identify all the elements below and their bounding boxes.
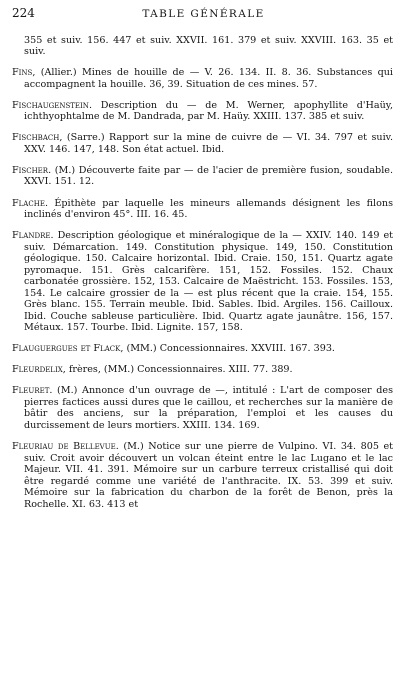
entry-head: Fleuriau de Bellevue	[12, 441, 116, 453]
index-entry	[12, 343, 393, 355]
index-entry	[12, 67, 393, 90]
entry-text: . Épithète par laquelle les mineurs allemands désignent les filons inclinés d'environ 45°. III. 16. 45.	[24, 197, 393, 221]
index-entry	[12, 100, 393, 123]
entry-text: . Description du — de M. Werner, apophyllite d'Haüy, ichthyophtalme de M. Dandrada, par M. Haüy. XXIII. 137. 385 et suiv.	[24, 99, 393, 123]
index-entry-continuation	[12, 35, 393, 58]
entry-text: , (Sarre.) Rapport sur la mine de cuivre de — VI. 34. 797 et suiv. XXV. 146. 147, 148. Son état actuel. Ibid.	[24, 132, 393, 155]
entry-head: Flauguergues et Flack	[12, 343, 121, 355]
entry-text: , (MM.) Concessionnaires. XXVIII. 167. 393.	[120, 343, 335, 355]
entry-text: 355 et suiv. 156. 447 et suiv. XXVII. 161. 379 et suiv. XXVIII. 163. 35 et suiv.	[24, 34, 393, 58]
entry-text: . (M.) Découverte faite par — de l'acier de première fusion, soudable. XXVI. 151. 12.	[24, 164, 393, 188]
entry-head: Fischer	[12, 164, 49, 176]
entry-head: Flandre	[12, 230, 51, 242]
entry-head: Fleurdelix	[12, 364, 63, 376]
running-title: TABLE GÉNÉRALE	[142, 8, 265, 20]
entry-text: , (Allier.) Mines de houille de — V. 26. 134. II. 8. 36. Substances qui accompagnent la houille. 36, 39. Situation de ces mines. 57.	[24, 67, 393, 90]
index-entry	[12, 132, 393, 155]
index-entry	[12, 364, 393, 376]
index-entry	[12, 230, 393, 334]
entry-head: Fleuret	[12, 385, 50, 397]
entry-head: Fischbach	[12, 132, 60, 144]
index-entries	[12, 25, 393, 512]
entry-text: . (M.) Annonce d'un ouvrage de —, intitulé : L'art de composer des pierres factices aussi dures que le caillou, et recherches sur la manière de bâtir des anciens, sur la préparation, l'emploi et les causes du durcissement de leurs mortiers. XXIII. 134. 169.	[24, 385, 393, 431]
entry-head: Fischaugenstein	[12, 99, 89, 111]
index-entry	[12, 165, 393, 188]
entry-head: Flache	[12, 197, 45, 209]
entry-text: . (M.) Notice sur une pierre de Vulpino. VI. 34. 805 et suiv. Croit avoir découvert un volcan éteint entre le lac Lugano et le lac Majeur. VII. 41. 391. Mémoire sur un carbure terreux cristallisé qui doit être regardé comme une variété de l'anthracite. IX. 53. 399 et suiv. Mémoire sur la fabrication du charbon de la forêt de Benon, près la Rochelle. XI. 63. 413 et	[24, 441, 393, 510]
entry-text: , frères, (MM.) Concessionnaires. XIII. 77. 389.	[62, 364, 293, 376]
entry-head: Fins	[12, 67, 33, 79]
page-header	[12, 6, 395, 26]
page-number: 224	[12, 6, 35, 20]
entry-text: . Description géologique et minéralogique de la — XXIV. 140. 149 et suiv. Démarcation. 149. Constitution physique. 149, 150. Constitution géologique. 150. Calcaire horizontal. Ibid. Craie. 150, 151. Quartz agate pyromaque. 151. Grès calcarifère. 151, 152. Fossiles. 152. Chaux carbonatée grossière. 152, 153. Calcaire de Maëstricht. 153. Fossiles. 153, 154. Le calcaire grossier de la — est plus récent que la craie. 154, 155. Grès blanc. 155. Terrain meuble. Ibid. Sables. Ibid. Argiles. 156. Cailloux. Ibid. Couche sableuse particulière. Ibid. Quartz agate jaunâtre. 156, 157. Métaux. 157. Tourbe. Ibid. Lignite. 157, 158.	[24, 230, 393, 334]
index-entry	[12, 198, 393, 221]
index-entry	[12, 385, 393, 431]
index-entry	[12, 441, 393, 510]
